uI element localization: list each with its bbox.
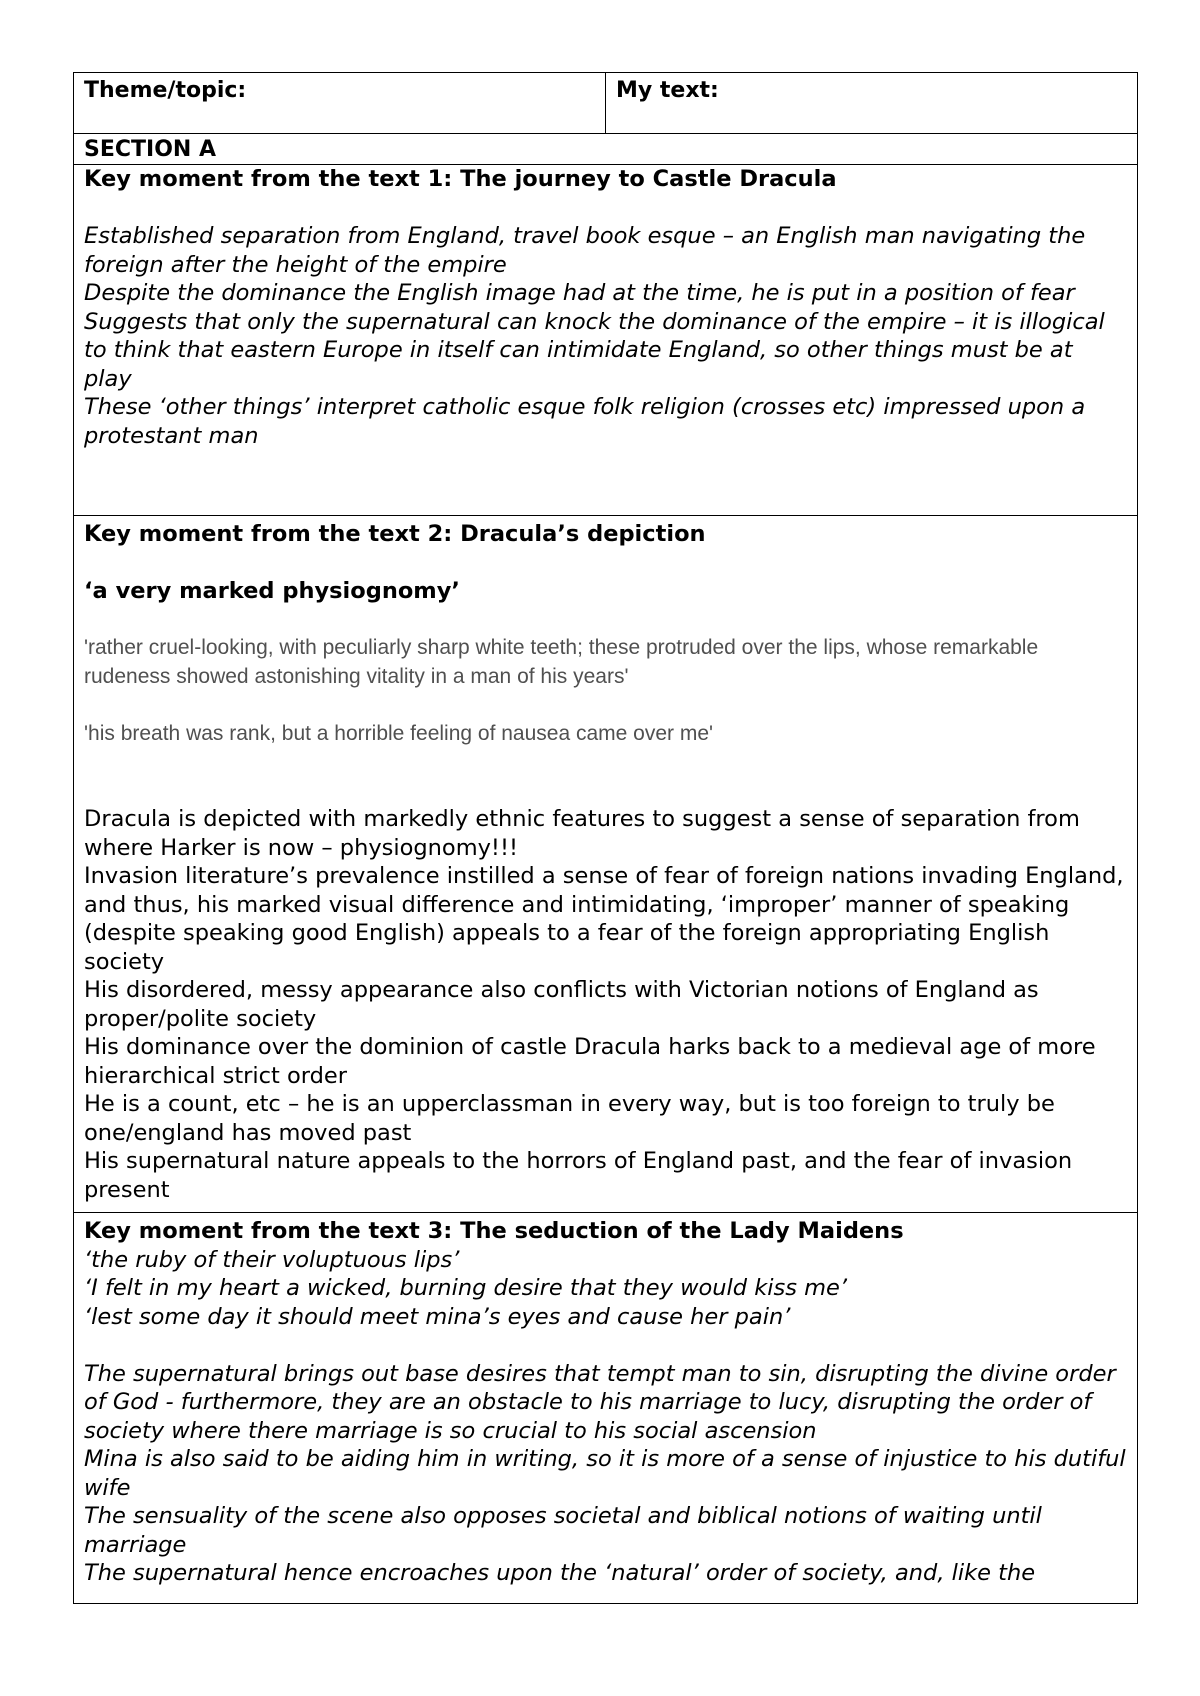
moment2-note: His disordered, messy appearance also conflicts with Victorian notions of England as proper/polite society: [84, 977, 1039, 1032]
moment1-cell[interactable]: [74, 165, 1138, 516]
moment2-title: Key moment from the text 2: Dracula’s depiction: [84, 521, 706, 547]
moment3-note: The supernatural brings out base desires that tempt man to sin, disrupting the divine order of God - furthermore, they are an obstacle to his marriage to lucy, disrupting the order of society where there marriage is so crucial to his social ascension: [84, 1360, 1116, 1444]
moment3-quotes: [84, 1246, 1127, 1332]
worksheet-table: [73, 72, 1138, 1604]
my-text-label: My text:: [616, 78, 719, 103]
moment2-note: Dracula is depicted with markedly ethnic features to suggest a sense of separation from where Harker is now – physiognomy!!!: [84, 806, 1080, 861]
moment3-notes: [84, 1360, 1127, 1588]
theme-topic-label: Theme/topic:: [84, 78, 247, 103]
moment3-quote: ‘the ruby of their voluptuous lips’: [84, 1246, 460, 1273]
moment2-note: His supernatural nature appeals to the horrors of England past, and the fear of invasion present: [84, 1148, 1073, 1203]
moment3-cell[interactable]: [74, 1213, 1138, 1604]
moment2-note: Invasion literature’s prevalence instilled a sense of fear of foreign nations invading England, and thus, his marked visual difference and intimidating, ‘improper’ manner of speaking (despite speaking good English) appeals to a fear of the foreign appropriating English society: [84, 863, 1124, 975]
moment1-notes: [84, 222, 1127, 450]
header-row: [74, 73, 1138, 134]
moment1-note: Established separation from England, travel book esque – an English man navigating the foreign after the height of the empire: [84, 223, 1086, 278]
moment3-note: The sensuality of the scene also opposes societal and biblical notions of waiting until marriage: [84, 1503, 1042, 1558]
section-title: SECTION A: [84, 137, 217, 162]
moment3-note: Mina is also said to be aiding him in writing, so it is more of a sense of injustice to his dutiful wife: [84, 1446, 1126, 1501]
moment3-quote: ‘lest some day it should meet mina’s eyes and cause her pain’: [84, 1303, 791, 1330]
moment1-note: Suggests that only the supernatural can knock the dominance of the empire – it is illogical to think that eastern Europe in itself can intimidate England, so other things must be at play: [84, 308, 1105, 392]
moment2-note: His dominance over the dominion of castle Dracula harks back to a medieval age of more hierarchical strict order: [84, 1034, 1096, 1089]
moment3-note: The supernatural hence encroaches upon the ‘natural’ order of society, and, like the: [84, 1560, 1036, 1586]
moment1-note: These ‘other things’ interpret catholic esque folk religion (crosses etc) impressed upon a protestant man: [84, 394, 1086, 449]
theme-topic-cell[interactable]: [74, 73, 606, 134]
my-text-cell[interactable]: [606, 73, 1138, 134]
moment2-row: [74, 516, 1138, 1213]
moment3-row: [74, 1213, 1138, 1604]
moment2-quote: 'rather cruel-looking, with peculiarly sharp white teeth; these protruded over the lips, whose remarkable rudeness showed astonishing vitality in a man of his years': [84, 636, 1039, 688]
moment3-quote: ‘I felt in my heart a wicked, burning desire that they would kiss me’: [84, 1275, 848, 1301]
moment2-cell[interactable]: [74, 516, 1138, 1213]
moment1-note: Despite the dominance the English image had at the time, he is put in a position of fear: [84, 280, 1075, 306]
moment2-key-quote: ‘a very marked physiognomy’: [84, 578, 460, 604]
moment1-row: [74, 165, 1138, 516]
moment2-note: He is a count, etc – he is an upperclassman in every way, but is too foreign to truly be one/england has moved past: [84, 1091, 1055, 1146]
moment2-notes: [84, 805, 1127, 1204]
moment2-quote: 'his breath was rank, but a horrible feeling of nausea came over me': [84, 721, 714, 745]
moment1-title: Key moment from the text 1: The journey to Castle Dracula: [84, 166, 837, 192]
section-row: [74, 134, 1138, 165]
moment3-title: Key moment from the text 3: The seduction of the Lady Maidens: [84, 1218, 904, 1244]
